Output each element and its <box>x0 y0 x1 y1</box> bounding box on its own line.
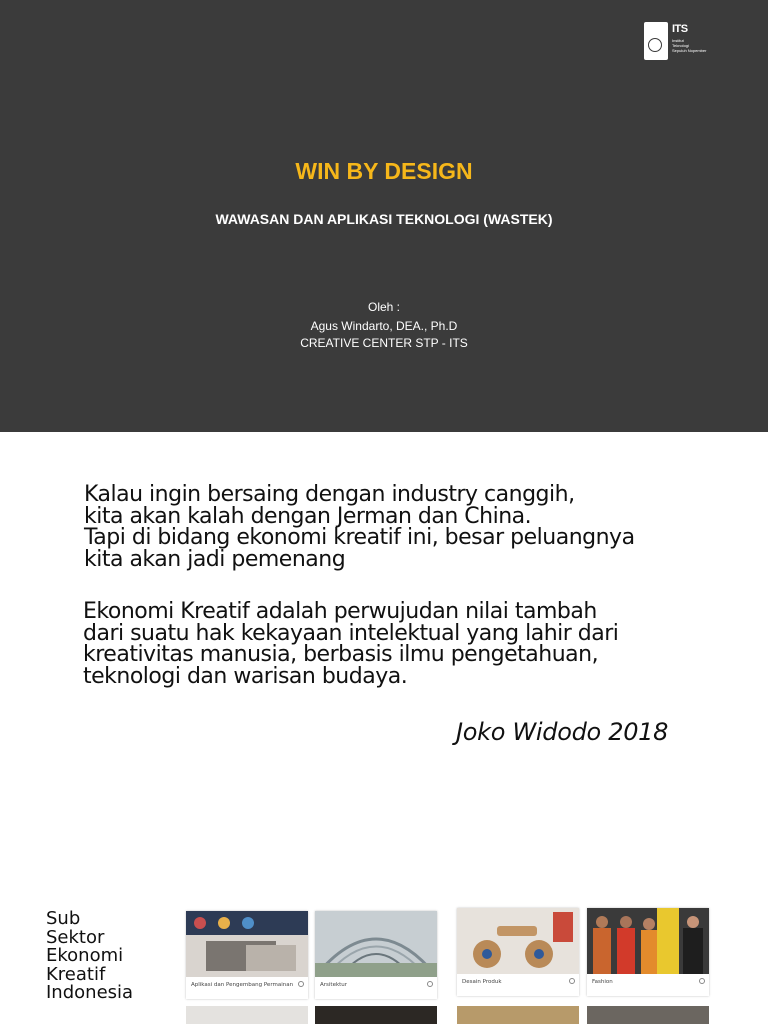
heading-line: Indonesia <box>46 982 134 1003</box>
slide-subtitle: WAWASAN DAN APLIKASI TEKNOLOGI (WASTEK) <box>215 211 553 227</box>
byline-oleh: Oleh : <box>367 300 400 314</box>
fashion-photo <box>587 908 709 974</box>
its-logo <box>644 22 714 60</box>
its-seal-icon <box>644 22 668 60</box>
quote-paragraph <box>84 484 635 570</box>
definition-paragraph <box>83 601 618 687</box>
subsector-card-partial[interactable] <box>587 1006 709 1024</box>
title-slide <box>0 0 768 432</box>
info-icon[interactable] <box>699 978 705 984</box>
architecture-photo <box>315 911 437 977</box>
subsector-card-partial[interactable] <box>457 1006 579 1024</box>
heading-line: Ekonomi <box>46 945 124 966</box>
card-caption: Desain Produk <box>462 979 502 985</box>
games-photo <box>186 911 308 977</box>
info-icon[interactable] <box>298 981 304 987</box>
card-caption: Arsitektur <box>320 982 348 988</box>
card-caption: Aplikasi dan Pengembang Permainan <box>191 982 294 988</box>
quote-line: Tapi di bidang ekonomi kreatif ini, besar peluangnya <box>84 525 635 550</box>
quote-line: kita akan kalah dengan Jerman dan China. <box>84 503 532 529</box>
info-icon[interactable] <box>569 978 575 984</box>
quote-line: kita akan jadi pemenang <box>84 546 346 572</box>
byline-org: CREATIVE CENTER STP - ITS <box>300 336 468 350</box>
subsector-card-partial[interactable] <box>315 1006 437 1024</box>
subsector-card-product-design[interactable] <box>457 908 579 996</box>
quote-line: Kalau ingin bersaing dengan industry canggih, <box>84 482 575 507</box>
logo-subtitle: Institut Teknologi Sepuluh Nopember <box>672 38 707 53</box>
subsector-card-partial[interactable] <box>186 1006 308 1024</box>
subsector-card-games[interactable] <box>186 911 308 999</box>
heading-line: Kreatif <box>46 963 106 985</box>
card-caption: Fashion <box>592 979 613 985</box>
heading-line: Sektor <box>46 926 105 948</box>
definition-line: kreativitas manusia, berbasis ilmu pengetahuan, <box>83 642 599 667</box>
subsector-heading <box>46 910 133 1003</box>
definition-line: Ekonomi Kreatif adalah perwujudan nilai tambah <box>83 599 597 624</box>
product-design-photo <box>457 908 579 974</box>
quote-author: Joko Widodo 2018 <box>456 718 669 746</box>
subsector-card-fashion[interactable] <box>587 908 709 996</box>
info-icon[interactable] <box>427 981 433 987</box>
slide-title: WIN BY DESIGN <box>295 158 473 184</box>
subsector-card-architecture[interactable] <box>315 911 437 999</box>
definition-line: teknologi dan warisan budaya. <box>83 663 408 689</box>
byline-author: Agus Windarto, DEA., Ph.D <box>310 319 458 333</box>
heading-line: Sub <box>46 908 81 929</box>
logo-mark: ITS <box>672 23 688 35</box>
definition-line: dari suatu hak kekayaan intelektual yang lahir dari <box>83 620 619 646</box>
